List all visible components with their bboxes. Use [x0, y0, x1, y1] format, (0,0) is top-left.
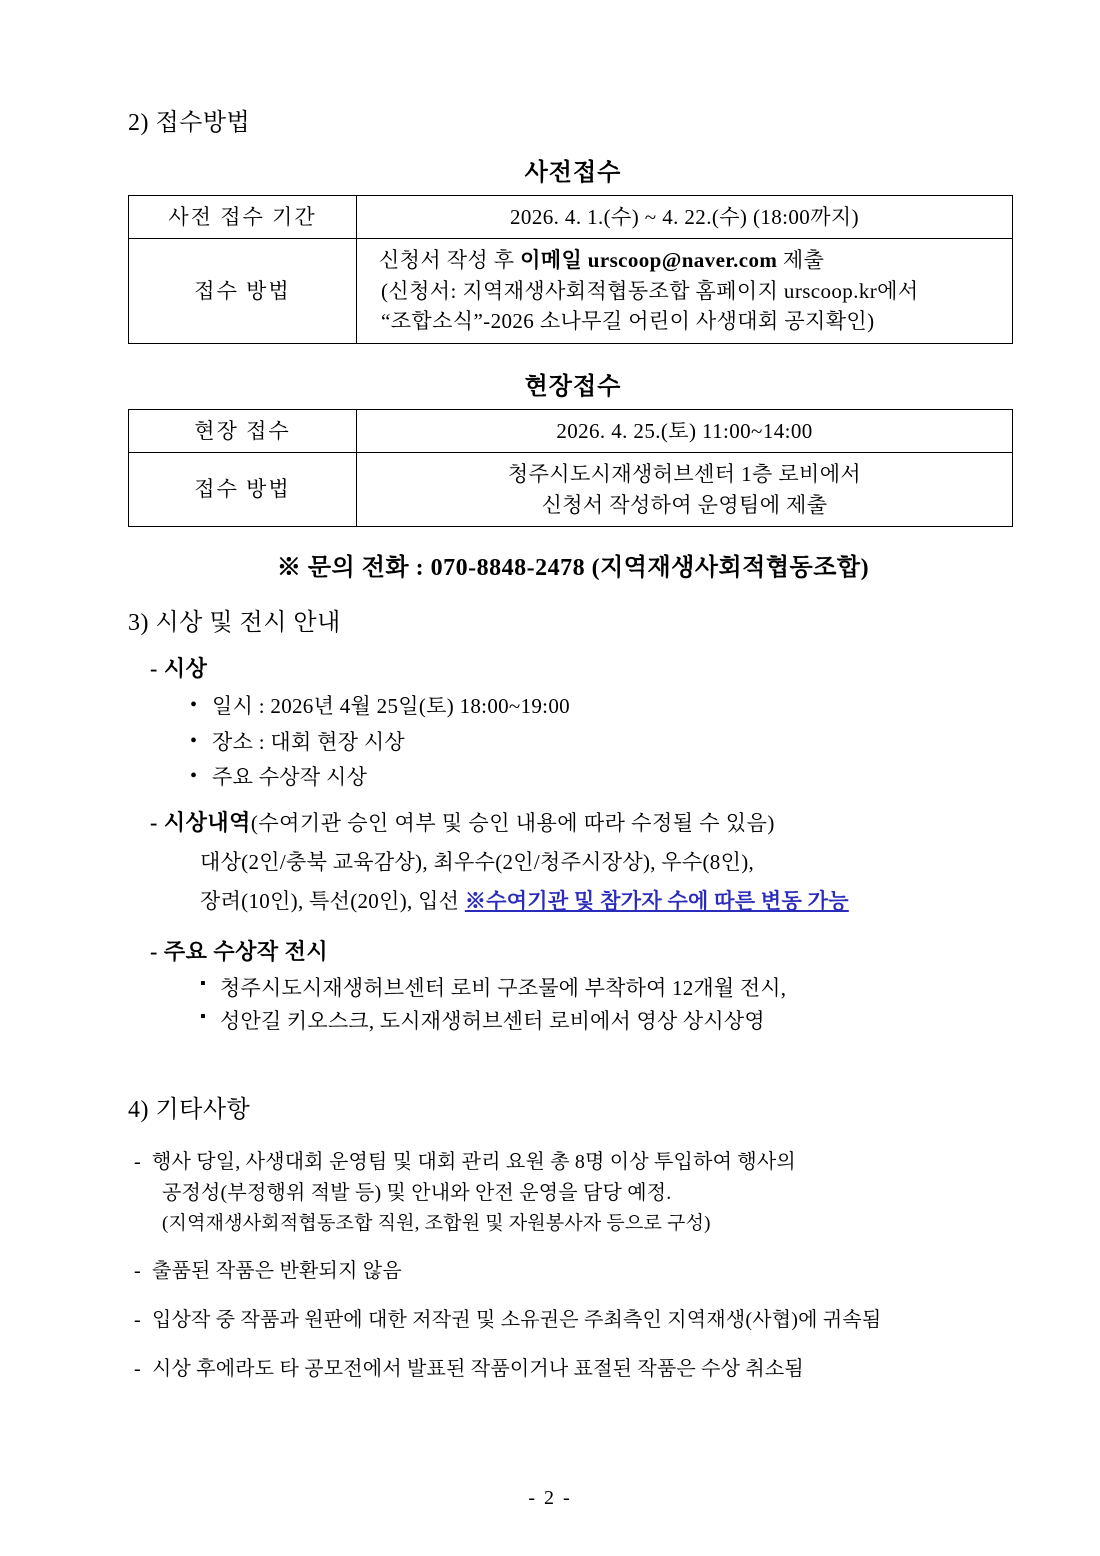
onsite-method-line-2: 신청서 작성하여 운영팀에 제출 — [541, 492, 828, 517]
pre-period-label: 사전 접수 기간 — [129, 196, 357, 239]
other-item-4: - 시상 후에라도 타 공모전에서 발표된 작품이거나 표절된 작품은 수상 취소됨 — [134, 1354, 1018, 1385]
other-item-2: - 출품된 작품은 반환되지 않음 — [134, 1256, 1018, 1287]
table-row — [129, 453, 1013, 527]
pre-registration-title: 사전접수 — [524, 160, 622, 186]
pre-method-text-c: 제출 — [777, 248, 825, 273]
list-item: • 장소 : 대회 현장 시상 — [188, 725, 1018, 761]
onsite-method-value — [357, 453, 1013, 527]
list-item: • 일시 : 2026년 4월 25일(토) 18:00~19:00 — [188, 689, 1018, 725]
pre-method-line-2: (신청서: 지역재생사회적협동조합 홈페이지 urscoop.kr에서 — [381, 278, 919, 303]
pre-period-value: 2026. 4. 1.(수) ~ 4. 22.(수) (18:00까지) — [357, 196, 1013, 239]
award-detail-subheading — [150, 806, 1018, 837]
document-content — [128, 108, 1018, 1403]
pre-method-line-1 — [379, 245, 1004, 275]
award-detail-variable-note: ※수여기관 및 참가자 수에 따른 변동 가능 — [464, 888, 849, 913]
award-detail-line-2-text: 장려(10인), 특선(20인), 입선 — [200, 888, 465, 913]
award-subheading: - 시상 — [150, 656, 208, 682]
other-item-3: - 입상작 중 작품과 원판에 대한 저작권 및 소유권은 주최측인 지역재생(사협)에 귀속됨 — [134, 1305, 1018, 1336]
onsite-period-value: 2026. 4. 25.(토) 11:00~14:00 — [357, 409, 1013, 452]
table-row — [129, 239, 1013, 343]
pre-method-text-a: 신청서 작성 후 — [379, 248, 521, 273]
table-row — [129, 409, 1013, 452]
award-detail-line-1: 대상(2인/충북 교육감상), 최우수(2인/청주시장상), 우수(8인), — [200, 850, 755, 875]
table-row — [129, 196, 1013, 239]
section-heading-3: 3) 시상 및 전시 안내 — [128, 610, 341, 637]
list-item: ▪ 청주시도시재생허브센터 로비 구조물에 부착하여 12개월 전시, — [200, 972, 1018, 1006]
other-item-1-line-3: (지역재생사회적협동조합 직원, 조합원 및 자원봉사자 등으로 구성) — [162, 1213, 711, 1234]
award-list — [128, 689, 1018, 796]
section-heading-4: 4) 기타사항 — [128, 1097, 251, 1123]
list-item: • 주요 수상작 시상 — [188, 760, 1018, 796]
other-item-1-line-2: 공정성(부정행위 적발 등) 및 안내와 안전 운영을 담당 예정. — [162, 1182, 672, 1204]
exhibit-subheading: - 주요 수상작 전시 — [150, 938, 329, 964]
list-item: ▪ 성안길 키오스크, 도시재생허브센터 로비에서 영상 상시상영 — [200, 1005, 1018, 1039]
award-detail-line-2 — [200, 882, 1018, 921]
section-heading-2: 2) 접수방법 — [128, 110, 251, 136]
other-item-1-line-1: 행사 당일, 사생대회 운영팀 및 대회 관리 요원 총 8명 이상 투입하여 행사의 — [152, 1151, 796, 1173]
award-detail-title: - 시상내역 — [150, 810, 251, 836]
onsite-registration-table — [128, 409, 1013, 527]
other-item-1 — [134, 1147, 1018, 1238]
exhibit-list — [128, 972, 1018, 1039]
page-number: - 2 - — [528, 1487, 572, 1509]
award-detail-note: (수여기관 승인 여부 및 승인 내용에 따라 수정될 수 있음) — [250, 811, 775, 836]
pre-method-line-3: “조합소식”-2026 소나무길 어린이 사생대회 공지확인) — [381, 309, 875, 334]
pre-method-value — [357, 239, 1013, 343]
onsite-period-label: 현장 접수 — [129, 409, 357, 452]
pre-registration-table — [128, 195, 1013, 344]
pre-method-email: 이메일 urscoop@naver.com — [520, 248, 778, 273]
pre-method-label: 접수 방법 — [129, 239, 357, 343]
onsite-method-line-1: 청주시도시재생허브센터 1층 로비에서 — [507, 462, 862, 487]
onsite-method-label: 접수 방법 — [129, 453, 357, 527]
onsite-registration-title: 현장접수 — [524, 373, 622, 400]
inquiry-phone-line: ※ 문의 전화 : 070-8848-2478 (지역재생사회적협동조합) — [276, 555, 870, 582]
